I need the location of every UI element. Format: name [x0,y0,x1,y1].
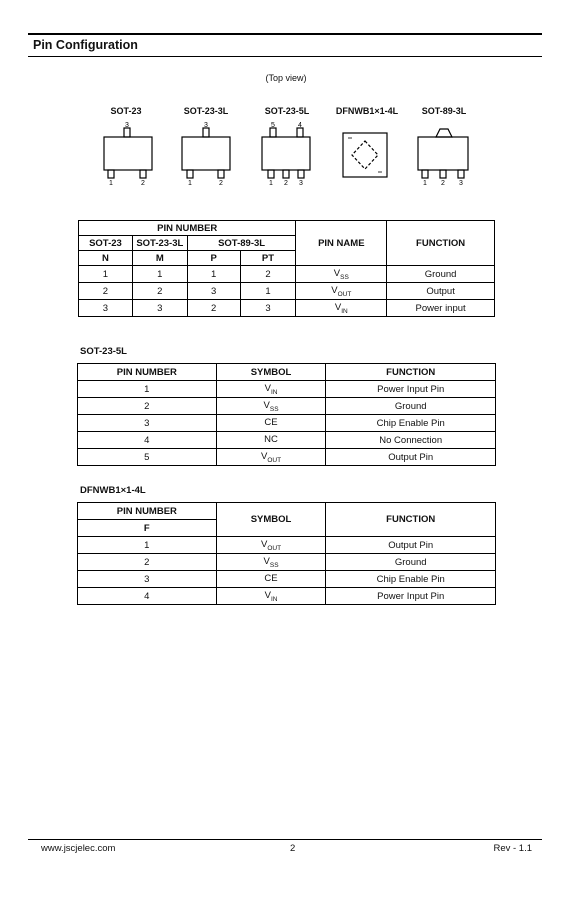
table-row [79,283,495,300]
cell-pin: 3 [78,415,217,432]
table-row [78,398,496,415]
cell-function: Ground [326,554,496,571]
cell-m: 2 [132,283,187,300]
cell-n: 2 [79,283,133,300]
cell-function: Chip Enable Pin [326,415,496,432]
cell-pin: 2 [78,554,217,571]
cell-symbol: NC [216,432,326,449]
diagram-caption: (Top view) [265,73,307,83]
cell-n: 1 [79,266,133,283]
sot23-3l-package-icon [182,128,230,178]
cell-function: No Connection [326,432,496,449]
pin-table-3pin [78,220,495,317]
table-row [78,432,496,449]
sub-header-n: N [79,251,133,266]
pkg-header-sot23-3l: SOT-23-3L [132,236,187,251]
cell-pin-name: $V_{OUT}$ [296,283,387,300]
sub-header-p: P [187,251,240,266]
footer-page-number: 2 [290,843,296,854]
sot89-pin-2-label: 2 [441,180,445,187]
cell-pin: 1 [78,381,217,398]
cell-symbol: $V_{OUT}$ [216,537,326,554]
pin-table-dfnwb [77,502,496,605]
table-row [79,266,495,283]
sub-header-f: F [78,520,217,537]
sub-header-pt: PT [240,251,296,266]
cell-function: Power Input Pin [326,381,496,398]
package-label-sot23: SOT-23 [110,106,142,116]
cell-pin-name: $V_{SS}$ [296,266,387,283]
pin-table-sot23-5l [77,363,496,466]
table-row [78,415,496,432]
symbol-header: SYMBOL [216,503,326,537]
cell-pin: 1 [78,537,217,554]
sot23-5l-pin-3-label: 3 [299,180,303,187]
function-header: FUNCTION [326,503,496,537]
sot23-3l-pin-2-label: 2 [219,180,223,187]
cell-function: Chip Enable Pin [326,571,496,588]
sub-header-m: M [132,251,187,266]
cell-function: Output Pin [326,449,496,466]
sot23-3l-pin-1-label: 1 [188,180,192,187]
cell-symbol: $V_{IN}$ [216,588,326,605]
sot23-pin-3-label: 3 [125,122,129,129]
cell-p: 2 [187,300,240,317]
cell-symbol: CE [216,571,326,588]
package-label-dfnwb: DFNWB1×1-4L [335,106,399,116]
sot89-pin-1-label: 1 [423,180,427,187]
pin-number-header: PIN NUMBER [79,221,296,236]
table-row [78,571,496,588]
cell-function: Output Pin [326,537,496,554]
cell-symbol: CE [216,415,326,432]
cell-pt: 3 [240,300,296,317]
cell-pin: 3 [78,571,217,588]
cell-pin: 5 [78,449,217,466]
cell-function: Output [387,283,495,300]
sot23-5l-pin-1-label: 1 [269,180,273,187]
sot23-3l-pin-3-label: 3 [204,122,208,129]
cell-pt: 1 [240,283,296,300]
sot23-pin-2-label: 2 [141,180,145,187]
package-label-sot89: SOT-89-3L [421,106,467,116]
sot23-5l-pin-5-label: 5 [271,122,275,129]
sot23-5l-package-icon [262,128,310,178]
cell-symbol: $V_{IN}$ [216,381,326,398]
sot89-pin-3-label: 3 [459,180,463,187]
sot89-package-icon [418,129,468,178]
symbol-header: SYMBOL [216,364,326,381]
cell-pin: 2 [78,398,217,415]
cell-function: Ground [326,398,496,415]
table-row [78,554,496,571]
sot23-package-icon [104,128,152,178]
cell-symbol: $V_{SS}$ [216,398,326,415]
cell-m: 3 [132,300,187,317]
sot23-5l-pin-4-label: 4 [298,122,302,129]
cell-pin-name: $V_{IN}$ [296,300,387,317]
cell-pin: 4 [78,588,217,605]
cell-function: Ground [387,266,495,283]
pin-number-header: PIN NUMBER [78,503,217,520]
section-title-sot23-5l: SOT-23-5L [80,346,127,357]
pin-name-header: PIN NAME [296,221,387,266]
cell-pin: 4 [78,432,217,449]
cell-function: Power input [387,300,495,317]
sot23-5l-pin-2-label: 2 [284,180,288,187]
package-diagrams [0,0,572,200]
pin-number-header: PIN NUMBER [78,364,217,381]
footer-rule [28,839,542,840]
table-row [78,588,496,605]
function-header: FUNCTION [326,364,496,381]
cell-n: 3 [79,300,133,317]
table-row [79,300,495,317]
cell-function: Power Input Pin [326,588,496,605]
table-row [78,381,496,398]
cell-p: 1 [187,266,240,283]
table-row [78,537,496,554]
function-header: FUNCTION [387,221,495,266]
footer-revision: Rev - 1.1 [493,843,532,854]
pkg-header-sot23: SOT-23 [79,236,133,251]
cell-symbol: $V_{OUT}$ [216,449,326,466]
cell-p: 3 [187,283,240,300]
cell-pt: 2 [240,266,296,283]
sot23-pin-1-label: 1 [109,180,113,187]
section-title-dfnwb: DFNWB1×1-4L [80,485,146,496]
pkg-header-sot89: SOT-89-3L [187,236,296,251]
page-title: Pin Configuration [33,38,138,52]
cell-symbol: $V_{SS}$ [216,554,326,571]
cell-m: 1 [132,266,187,283]
table-row [78,449,496,466]
footer-website: www.jscjelec.com [41,843,116,854]
package-label-sot23-3l: SOT-23-3L [183,106,229,116]
dfnwb-package-icon [343,133,387,177]
package-label-sot23-5l: SOT-23-5L [264,106,310,116]
